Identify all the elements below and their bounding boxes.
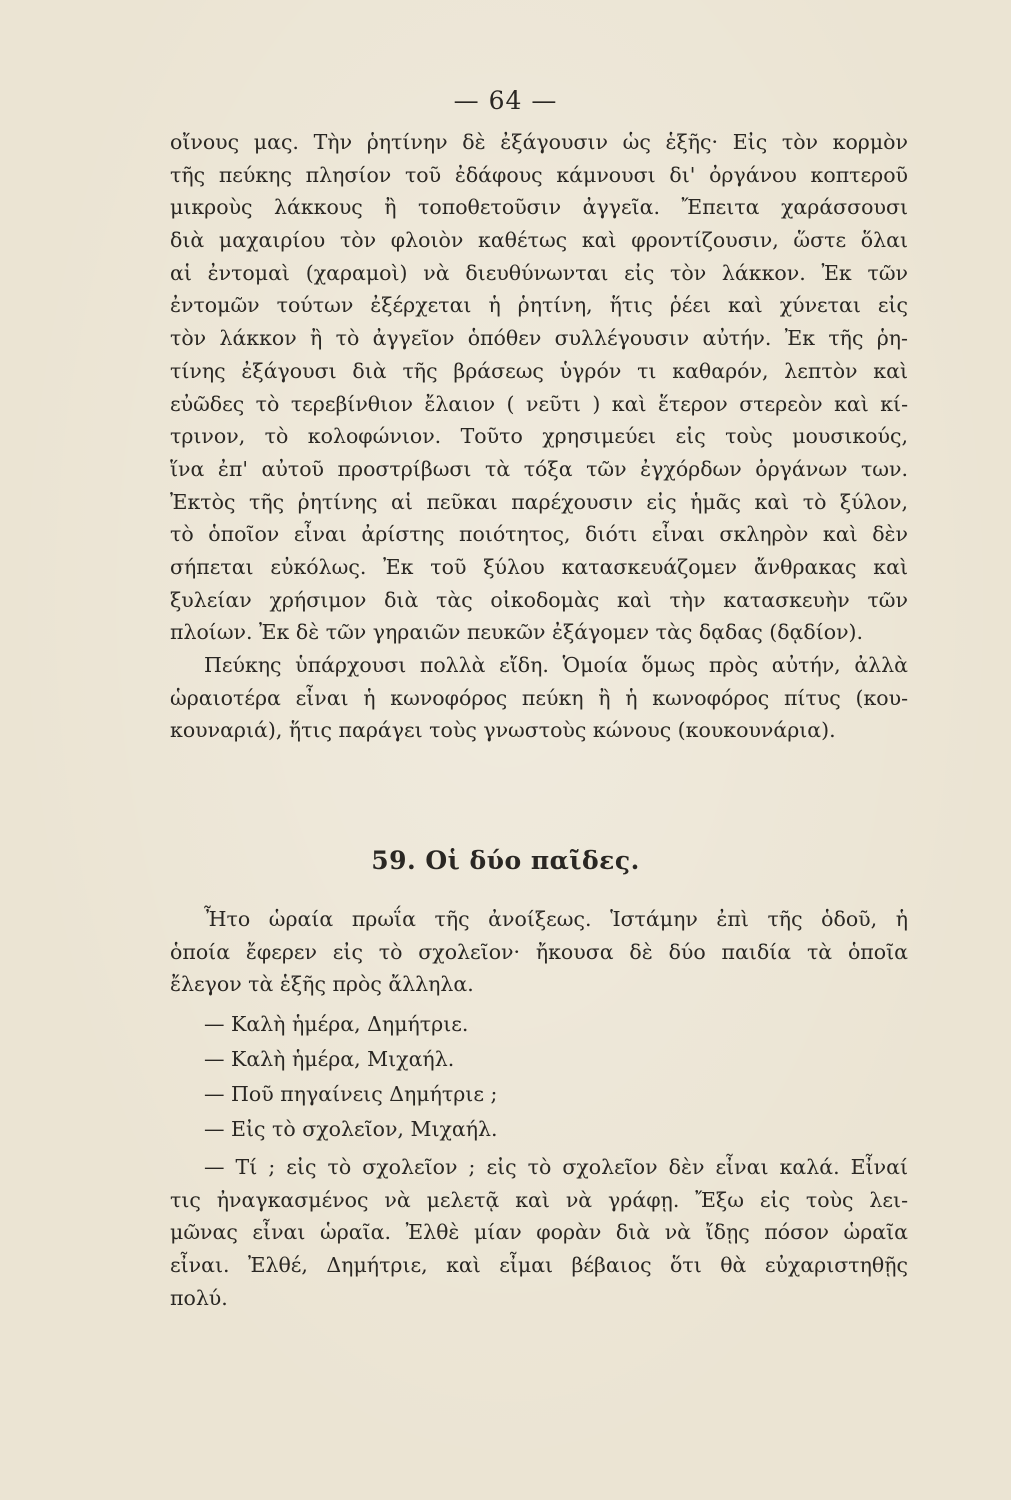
section-title: 59. Οἱ δύο παῖδες. <box>371 846 640 875</box>
text-line: διὰ μαχαιρίου τὸν φλοιὸν καθέτως καὶ φροντίζουσιν, ὥστε ὅλαι <box>170 228 908 253</box>
text-line: πλοίων. Ἐκ δὲ τῶν γηραιῶν πευκῶν ἐξάγομεν τὰς δᾳδας (δᾳδίον). <box>170 620 864 645</box>
dialogue-line: — Ποῦ πηγαίνεις Δημήτριε ; <box>204 1082 498 1106</box>
dialogue-line: — Καλὴ ἡμέρα, Δημήτριε. <box>204 1012 469 1036</box>
text-line: ἔλεγον τὰ ἑξῆς πρὸς ἄλληλα. <box>170 972 474 997</box>
text-line: ξυλείαν χρήσιμον διὰ τὰς οἰκοδομὰς καὶ τὴν κατασκευὴν τῶν <box>170 587 908 612</box>
text-line: τις ἠναγκασμένος νὰ μελετᾷ καὶ νὰ γράφῃ. Ἔξω εἰς τοὺς λει- <box>170 1187 908 1212</box>
text-line: οἴνους μας. Τὴν ῥητίνην δὲ ἐξάγουσιν ὡς ἑξῆς· Εἰς τὸν κορμὸν <box>170 130 908 154</box>
paragraph-intro <box>170 903 908 1001</box>
text-line: τῆς πεύκης πλησίον τοῦ ἐδάφους κάμνουσι δι' ὀργάνου κοπτεροῦ <box>170 162 908 187</box>
text-line: τὸ ὁποῖον εἶναι ἀρίστης ποιότητος, διότι εἶναι σκληρὸν καὶ δὲν <box>170 522 908 547</box>
text-line: ὁποία ἔφερεν εἰς τὸ σχολεῖον· ἤκουσα δὲ δύο παιδία τὰ ὁποῖα <box>170 939 908 964</box>
paragraph-dialogue-continued <box>170 1151 908 1314</box>
text-line: ἵνα ἐπ' αὐτοῦ προστρίβωσι τὰ τόξα τῶν ἐγχόρδων ὀργάνων των. <box>170 456 908 481</box>
dialogue-line: — Εἰς τὸ σχολεῖον, Μιχαήλ. <box>204 1117 498 1141</box>
text-line: σήπεται εὐκόλως. Ἐκ τοῦ ξύλου κατασκευάζομεν ἄνθρακας καὶ <box>170 554 908 579</box>
text-line: πολύ. <box>170 1285 228 1310</box>
text-line: εἶναι. Ἐλθέ, Δημήτριε, καὶ εἶμαι βέβαιος ὅτι θὰ εὐχαριστηθῇς <box>170 1253 908 1278</box>
dialogue-line: — Καλὴ ἡμέρα, Μιχαήλ. <box>204 1047 455 1071</box>
text-line: κουναριά), ἥτις παράγει τοὺς γνωστοὺς κώνους (κουκουνάρια). <box>170 718 836 743</box>
text-line: ὡραιοτέρα εἶναι ἡ κωνοφόρος πεύκη ἢ ἡ κωνοφόρος πίτυς (κου- <box>170 685 908 710</box>
text-line: μῶνας εἶναι ὡραῖα. Ἐλθὲ μίαν φορὰν διὰ νὰ ἴδῃς πόσον ὡραῖα <box>170 1220 908 1245</box>
text-line: τίνης ἐξάγουσι διὰ τῆς βράσεως ὑγρόν τι καθαρόν, λεπτὸν καὶ <box>170 358 908 383</box>
page-number: — 64 — <box>453 86 558 115</box>
text-line: αἱ ἐντομαὶ (χαραμοὶ) νὰ διευθύνωνται εἰς τὸν λάκκον. Ἐκ τῶν <box>170 260 908 285</box>
text-line: Πεύκης ὑπάρχουσι πολλὰ εἴδη. Ὁμοία ὅμως πρὸς αὐτήν, ἀλλὰ <box>204 653 908 677</box>
text-line: — Τί ; εἰς τὸ σχολεῖον ; εἰς τὸ σχολεῖον δὲν εἶναι καλά. Εἶναί <box>204 1155 908 1179</box>
text-line: εὐῶδες τὸ τερεβίνθιον ἔλαιον ( νεῦτι ) καὶ ἕτερον στερεὸν καὶ κί- <box>170 391 908 416</box>
text-line: μικροὺς λάκκους ἢ τοποθετοῦσιν ἀγγεῖα. Ἔπειτα χαράσσουσι <box>170 195 908 220</box>
text-line: τρινον, τὸ κολοφώνιον. Τοῦτο χρησιμεύει εἰς τοὺς μουσικούς, <box>170 424 908 449</box>
text-line: ἐντομῶν τούτων ἐξέρχεται ἡ ῥητίνη, ἥτις ῥέει καὶ χύνεται εἰς <box>170 293 908 318</box>
paragraph-pine-resin <box>170 126 908 747</box>
text-line: Ἐκτὸς τῆς ῥητίνης αἱ πεῦκαι παρέχουσιν εἰς ἡμᾶς καὶ τὸ ξύλον, <box>170 489 908 514</box>
text-line: Ἦτο ὡραία πρωΐα τῆς ἀνοίξεως. Ἱστάμην ἐπὶ τῆς ὁδοῦ, ἡ <box>204 907 908 931</box>
text-line: τὸν λάκκον ἢ τὸ ἀγγεῖον ὁπόθεν συλλέγουσιν αὐτήν. Ἐκ τῆς ῥη- <box>170 326 908 351</box>
